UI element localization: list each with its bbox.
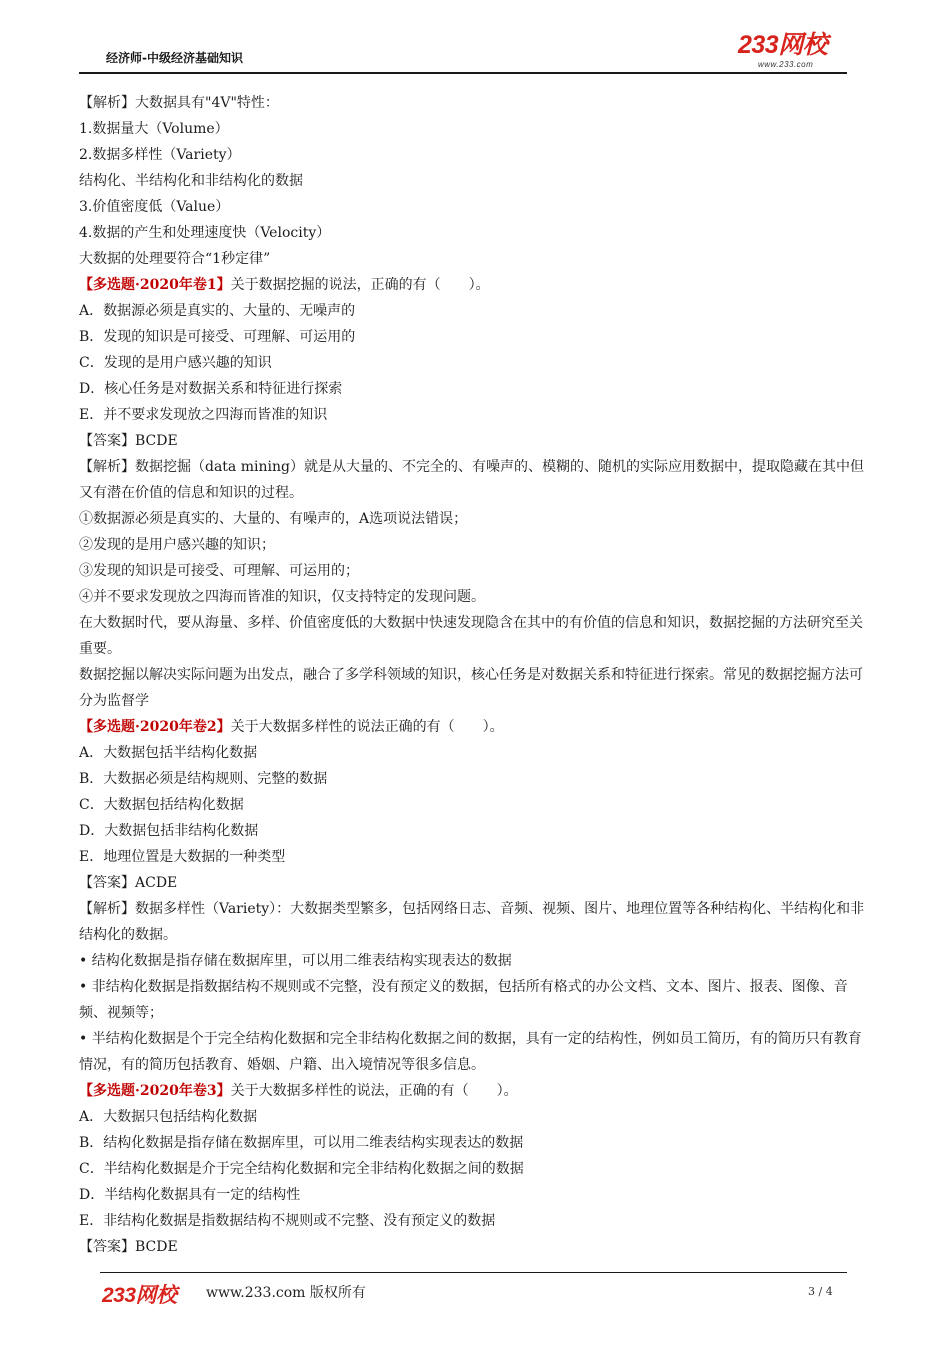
- brand-logo: [738, 32, 868, 74]
- question-3-answer: 【答案】BCDE: [79, 1239, 178, 1255]
- question-3-text: 关于大数据多样性的说法，正确的有（ ）。: [230, 1083, 518, 1099]
- page-number: 3 / 4: [808, 1285, 833, 1298]
- question-2-option: A．大数据包括半结构化数据: [79, 745, 258, 761]
- question-3-option: A．大数据只包括结构化数据: [79, 1109, 258, 1125]
- question-1-stem: [79, 272, 869, 298]
- footer-divider: [100, 1272, 847, 1273]
- question-1-option: C．发现的是用户感兴趣的知识: [79, 355, 272, 371]
- text-line: 结构化、半结构化和非结构化的数据: [79, 173, 303, 189]
- question-2-option: B．大数据必须是结构规则、完整的数据: [79, 771, 328, 787]
- text-line: 2.数据多样性（Variety）: [79, 147, 241, 163]
- text-line: 大数据的处理要符合“1秒定律”: [79, 251, 271, 267]
- question-1-option: A．数据源必须是真实的、大量的、无噪声的: [79, 303, 356, 319]
- question-1-option: B．发现的知识是可接受、可理解、可运用的: [79, 329, 356, 345]
- question-2-analysis: • 非结构化数据是指数据结构不规则或不完整，没有预定义的数据，包括所有格式的办公文档、文本、图片、报表、图像、音频、视频等；: [79, 979, 848, 1021]
- text-line: 3.价值密度低（Value）: [79, 199, 230, 215]
- question-1-text: 关于数据挖掘的说法，正确的有（ ）。: [230, 277, 490, 293]
- question-1-analysis: 数据挖掘以解决实际问题为出发点，融合了多学科领域的知识，核心任务是对数据关系和特征进行探索。常见的数据挖掘方法可分为监督学: [79, 667, 863, 709]
- text-line: 4.数据的产生和处理速度快（Velocity）: [79, 225, 331, 241]
- question-2-stem: [79, 714, 869, 740]
- question-1-tag: 【多选题·2020年卷1】: [79, 277, 231, 293]
- question-2-text: 关于大数据多样性的说法正确的有（ ）。: [230, 719, 504, 735]
- question-1-analysis: ①数据源必须是真实的、大量的、有噪声的，A选项说法错误；: [79, 511, 468, 527]
- logo-url: www.233.com: [758, 60, 814, 69]
- question-1-analysis: ②发现的是用户感兴趣的知识；: [79, 537, 275, 553]
- document-body: [79, 90, 869, 1260]
- header-divider: [79, 72, 847, 74]
- question-2-option: C．大数据包括结构化数据: [79, 797, 244, 813]
- question-1-analysis: 在大数据时代，要从海量、多样、价值密度低的大数据中快速发现隐含在其中的有价值的信息和知识，数据挖掘的方法研究至关重要。: [79, 615, 863, 657]
- question-2-analysis: • 半结构化数据是个于完全结构化数据和完全非结构化数据之间的数据，具有一定的结构性，例如员工简历，有的简历只有教育情况，有的简历包括教育、婚姻、户籍、出入境情况等很多信息。: [79, 1031, 862, 1073]
- question-2-analysis: 【解析】数据多样性（Variety）：大数据类型繁多，包括网络日志、音频、视频、图片、地理位置等各种结构化、半结构化和非结构化的数据。: [79, 901, 865, 943]
- question-1-analysis: ④并不要求发现放之四海而皆准的知识，仅支持特定的发现问题。: [79, 589, 485, 605]
- footer-copyright: www.233.com 版权所有: [206, 1285, 366, 1301]
- question-1-option: D．核心任务是对数据关系和特征进行探索: [79, 381, 343, 397]
- question-2-tag: 【多选题·2020年卷2】: [79, 719, 231, 735]
- question-3-tag: 【多选题·2020年卷3】: [79, 1083, 231, 1099]
- text-line: 1.数据量大（Volume）: [79, 121, 229, 137]
- question-1-option: E．并不要求发现放之四海而皆准的知识: [79, 407, 328, 423]
- text-line: 【解析】大数据具有"4V"特性：: [79, 95, 279, 111]
- footer-logo: 233网校: [102, 1284, 177, 1307]
- question-3-option: D．半结构化数据具有一定的结构性: [79, 1187, 301, 1203]
- question-2-option: D．大数据包括非结构化数据: [79, 823, 259, 839]
- document-header-title: 经济师-中级经济基础知识: [106, 51, 243, 65]
- question-3-stem: [79, 1078, 869, 1104]
- question-1-analysis: 【解析】数据挖掘（data mining）就是从大量的、不完全的、有噪声的、模糊的、随机的实际应用数据中，提取隐藏在其中但又有潜在价值的信息和知识的过程。: [79, 459, 864, 501]
- question-2-analysis: • 结构化数据是指存储在数据库里，可以用二维表结构实现表达的数据: [79, 953, 512, 969]
- question-3-option: E．非结构化数据是指数据结构不规则或不完整、没有预定义的数据: [79, 1213, 496, 1229]
- question-1-analysis: ③发现的知识是可接受、可理解、可运用的；: [79, 563, 359, 579]
- question-2-answer: 【答案】ACDE: [79, 875, 178, 891]
- logo-text: 233网校: [738, 31, 828, 59]
- question-1-answer: 【答案】BCDE: [79, 433, 178, 449]
- question-2-option: E．地理位置是大数据的一种类型: [79, 849, 286, 865]
- question-3-option: B．结构化数据是指存储在数据库里，可以用二维表结构实现表达的数据: [79, 1135, 524, 1151]
- question-3-option: C．半结构化数据是介于完全结构化数据和完全非结构化数据之间的数据: [79, 1161, 524, 1177]
